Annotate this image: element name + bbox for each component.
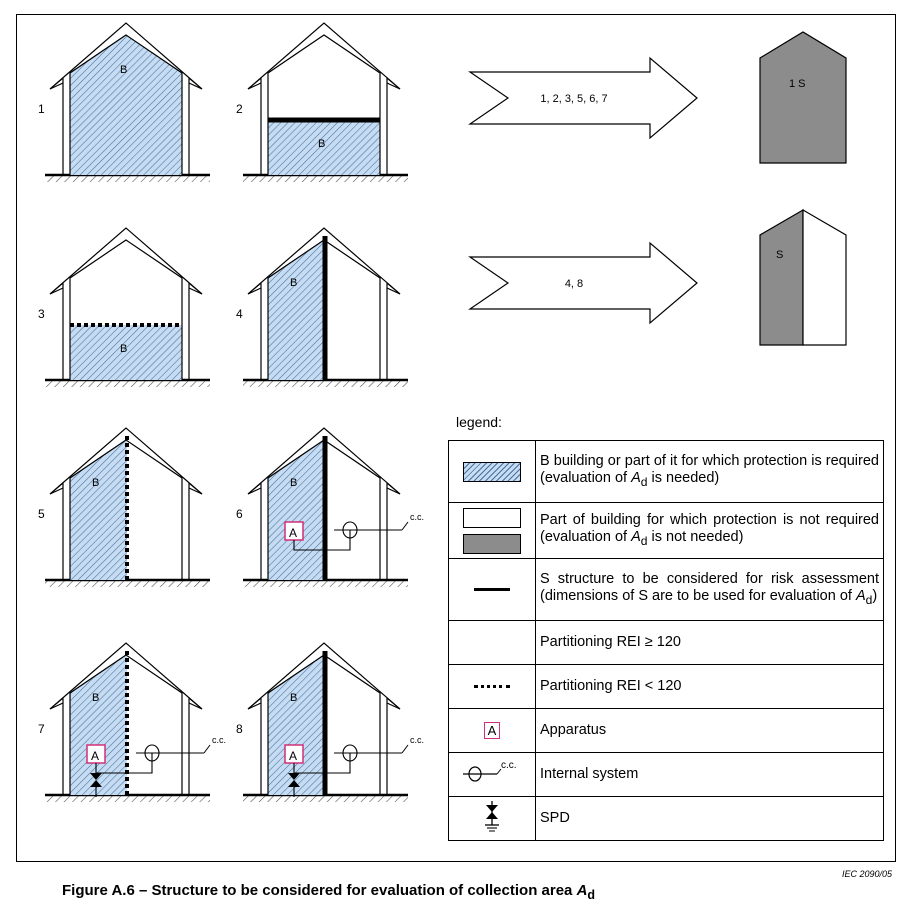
legend-table [448,440,884,841]
building-number: 1 [38,102,45,116]
legend-text-apparatus: Apparatus [536,709,884,753]
legend-symbol-cell [449,797,536,841]
structure-grey [760,210,803,345]
cc-label: c.c. [212,735,227,745]
legend-symbol-cell [449,441,536,503]
legend-row-structure [449,559,884,621]
legend-symbol-cell [449,503,536,559]
protected-zone [268,440,325,580]
legend-row-not-protected [449,503,884,559]
building-label-b: B [290,277,298,289]
thick-line-icon [474,588,510,591]
legend-text-rei-low: Partitioning REI < 120 [536,665,884,709]
building-6 [236,428,424,587]
building-2 [236,23,408,182]
apparatus-label: A [289,749,298,763]
legend-row-rei-high [449,621,884,665]
building-label-b: B [92,692,100,704]
apparatus-label: A [289,526,298,540]
building-1 [38,23,210,182]
building-8 [236,643,424,802]
hatched-box-icon [463,462,521,482]
arrow-label: 4, 8 [564,278,584,290]
protected-zone [70,440,127,580]
legend-row-apparatus [449,709,884,753]
building-number: 8 [236,722,243,736]
legend-row-protected [449,441,884,503]
legend-title: legend: [456,414,502,430]
legend-text-spd: SPD [536,797,884,841]
grey-box-icon [463,534,521,554]
legend-symbol-cell [449,665,536,709]
arrow-shape [470,243,697,323]
building-label-b: B [290,477,298,489]
legend-row-internal-system [449,753,884,797]
arrow-label: 1, 2, 3, 5, 6, 7 [540,93,608,105]
cc-label: c.c. [410,512,425,522]
structure-grey [760,32,846,163]
dotted-line-icon [474,685,510,688]
legend-row-rei-low [449,665,884,709]
result-structure-2 [760,210,846,345]
iec-reference: IEC 2090/05 [841,869,892,879]
building-label-b: B [92,477,100,489]
apparatus-label: A [91,749,100,763]
cc-leader [402,522,408,530]
arrow-1 [470,58,697,138]
legend-text-not-protected: Part of building for which protection is not required (evaluation of $A_d$ is not needed) [536,503,884,559]
protected-zone [70,35,182,175]
building-number: 2 [236,102,243,116]
legend-text-structure: S structure to be considered for risk assessment (dimensions of S are to be used for evaluation of $A_d$) [536,559,884,621]
internal-system-icon-label: c.c. [501,760,517,771]
legend-symbol-cell [449,621,536,665]
building-label-b: B [120,64,128,76]
cc-label: c.c. [410,735,425,745]
building-number: 4 [236,307,243,321]
building-4 [236,228,408,387]
apparatus-icon: A [484,722,501,739]
building-label-b: B [120,343,128,355]
arrow-2 [470,243,697,323]
building-5 [38,428,210,587]
white-box-icon [463,508,521,528]
building-number: 7 [38,722,45,736]
building-number: 5 [38,507,45,521]
building-label-b: B [290,692,298,704]
building-label-b: B [318,138,326,150]
legend-text-protected: B building or part of it for which protection is required (evaluation of $A_d$ is needed) [536,441,884,503]
legend-text-internal-system: Internal system [536,753,884,797]
protected-zone [268,240,325,380]
building-3 [38,228,210,387]
building-number: 6 [236,507,243,521]
legend-symbol-cell [449,753,536,797]
legend-row-spd [449,797,884,841]
legend-symbol-cell [449,709,536,753]
cc-leader [402,745,408,753]
building-number: 3 [38,307,45,321]
spd-icon [477,799,507,833]
result-structure-1 [760,32,846,163]
internal-system-icon [457,757,527,787]
legend-symbol-cell [449,559,536,621]
figure-caption: Figure A.6 – Structure to be considered for evaluation of collection area $A_d$ [62,882,596,902]
building-7 [38,643,226,802]
cc-leader [204,745,210,753]
legend-text-rei-high: Partitioning REI ≥ 120 [536,621,884,665]
structure-white [803,210,846,345]
result-label: 1 S [789,78,806,90]
result-label: S [776,249,784,261]
